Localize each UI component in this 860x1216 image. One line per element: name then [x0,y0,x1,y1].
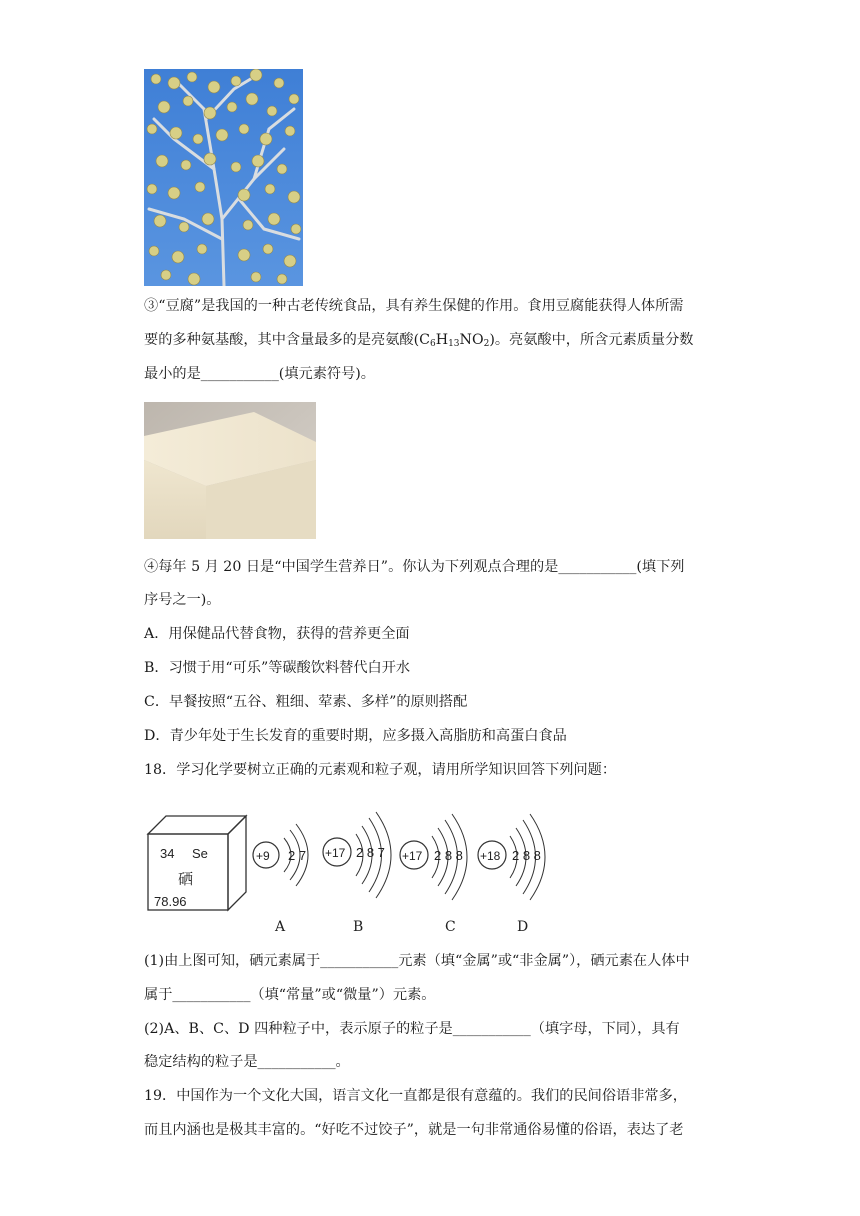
option-b: B．习惯于用“可乐”等碳酸饮料替代白开水 [144,660,411,676]
shells-a: 2 7 [288,848,307,863]
shells-d: 2 8 8 [512,848,541,863]
option-d: D．青少年处于生长发育的重要时期，应多摄入高脂肪和高蛋白食品 [144,728,567,744]
answer-blank: ___________ [558,559,637,575]
option-a: A．用保健品代替食物，获得的营养更全面 [144,626,410,642]
q17-part4-line1: ④每年 5 月 20 日是“中国学生营养日”。你认为下列观点合理的是___________(填下列 [144,559,685,575]
shells-c: 2 8 8 [434,848,463,863]
q18-sub2-line2: 稳定结构的粒子是___________。 [144,1054,350,1070]
atomic-mass: 78.96 [154,894,187,909]
label-a: A [275,919,286,935]
q18-sub2-line1: (2)A、B、C、D 四种粒子中，表示原子的粒子是___________（填字母，下同），具有 [144,1021,680,1037]
label-c: C [445,919,456,935]
q18-sub1-line2: 属于___________（填“常量”或“微量”）元素。 [144,987,436,1003]
answer-blank: ___________ [452,1021,531,1037]
tofu-photo [144,402,316,539]
q19-line2: 而且内涵也是极其丰富的。“好吃不过饺子”，就是一句非常通俗易懂的俗语，表达了老 [144,1122,684,1138]
answer-blank: ___________ [200,366,279,382]
nucleus-c-charge: +17 [402,849,423,863]
answer-blank: ___________ [172,987,251,1003]
nucleus-b-charge: +17 [325,846,346,860]
plant-photo [144,69,303,286]
shells-b: 2 8 7 [356,845,385,860]
nucleus-d-charge: +18 [480,849,501,863]
nucleus-a-charge: +9 [256,849,270,863]
q17-part3-line1: ③“豆腐”是我国的一种古老传统食品，具有养生保健的作用。食用豆腐能获得人体所需 [144,298,684,314]
element-symbol: Se [192,846,208,861]
element-name: 硒 [178,870,194,888]
option-c: C．早餐按照“五谷、粗细、荤素、多样”的原则搭配 [144,694,468,710]
label-b: B [353,919,364,935]
label-d: D [517,919,529,935]
q18-figure [144,800,564,940]
q19-line1: 19．中国作为一个文化大国，语言文化一直都是很有意蕴的。我们的民间俗语非常多， [144,1088,687,1104]
atomic-number: 34 [160,846,175,861]
q17-part4-line2: 序号之一)。 [144,592,221,608]
q17-part3-line2: 要的多种氨基酸，其中含量最多的是亮氨酸$(C_6H_{13}NO_2)$。亮氨酸中，所含元素质量分数 [144,332,694,349]
answer-blank: ___________ [320,953,399,969]
answer-blank: ___________ [257,1054,336,1070]
q18-stem: 18．学习化学要树立正确的元素观和粒子观，请用所学知识回答下列问题： [144,762,617,778]
q17-part3-line3: 最小的是___________(填元素符号)。 [144,366,375,382]
q18-sub1-line1: (1)由上图可知，硒元素属于___________元素（填“金属”或“非金属”），硒元素在人体中 [144,953,690,969]
